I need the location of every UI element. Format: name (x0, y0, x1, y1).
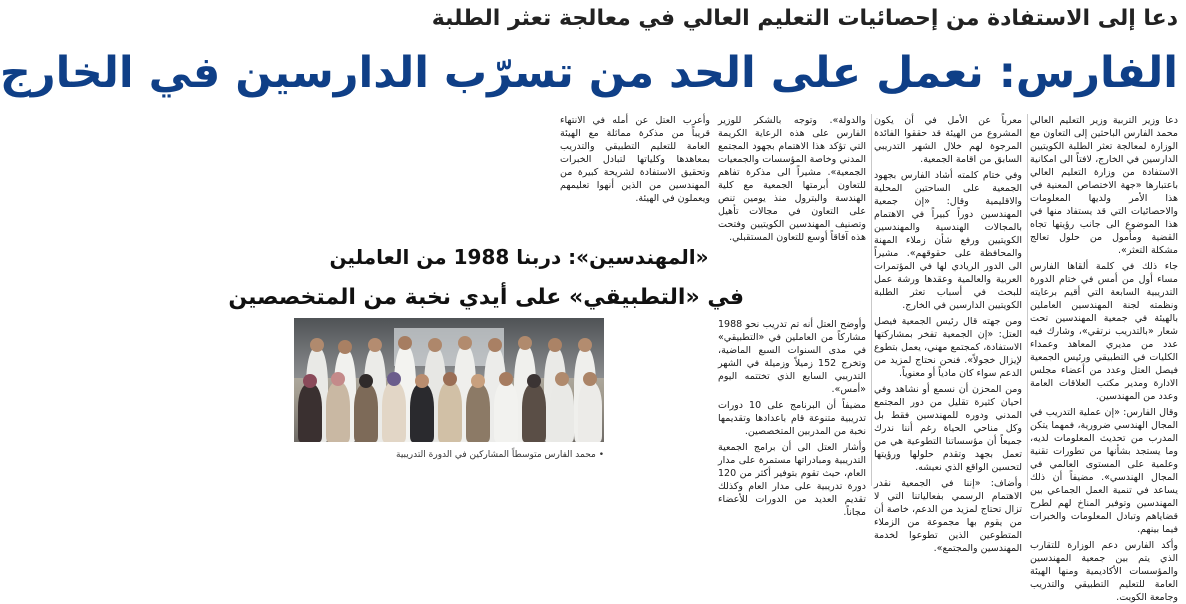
article-column-2 (874, 114, 1022, 554)
person-figure (410, 384, 434, 442)
person-head (303, 374, 317, 388)
group-photo (294, 318, 604, 442)
paragraph: دعا وزير التربية وزير التعليم العالي محمد الفارس الباحثين إلى التعاون مع الوزارة لمعالجة تعثر الطلبة الكويتيين الدارسين في الخارج، لافتاً الى امكانية الاستفادة من وزارة التعليم العالي باعتبارها «جهة الاختصاص المعنية في هذا الأمر ولديها المعلومات والاحصائيات التي قد يستفاد منها في هذا الموضوع الى جانب رؤيتها تجاه القضية ومأمول من حلول تعالج مشكلة التعثر». (1030, 115, 1178, 256)
column-divider (871, 114, 872, 486)
photo-caption: • محمد الفارس متوسطاً المشاركين في الدورة التدريبية (396, 450, 604, 460)
person-head (527, 374, 541, 388)
paragraph: مضيفاً أن البرنامج على 10 دورات تدريبية متنوعة قام باعدادها وتقديمها نخبة من المدربين المتخصصين. (718, 400, 866, 437)
paragraph: والدولة». وتوجه بالشكر للوزير الفارس على هذه الرعاية الكريمة التي تؤكد هذا الاهتمام بجهود المجتمع المدني وخاصة المؤسسات والجمعيات الجمعية». مشيراً الى مذكرة تفاهم للتعاون أبرمتها الجمعية مع كلية الهندسة والبترول منذ يومين تنص على التعاون في مجالات تأهيل وتصنيف المهندسين الكويتيين وفتحت هذه آفاقاً أوسع للتعاون المستقبلي. (718, 115, 866, 243)
person-head (310, 338, 324, 352)
article-column-4 (560, 114, 710, 236)
person-head (583, 372, 597, 386)
person-figure (354, 384, 378, 442)
paragraph: وقال الفارس: «إن عملية التدريب في المجال الهندسي ضرورية، فمهما يتكن المدرب من تحديث المعلومات لديه، وما يستجد بشأنها من تطورات تقنية وعلمية على المستوى العالمي في المجال الهندسي». مضيفاً أن ذلك يساعد في تنمية العمل الجماعي بين المهندسين وتوفير المناخ لهم لطرح قضاياهم وتبادل المعلومات والخبرات فيما بينهم. (1030, 407, 1178, 535)
person-head (555, 372, 569, 386)
person-head (428, 338, 442, 352)
subheadline-1: «المهندسين»: دربنا 1988 من العاملين (329, 245, 709, 269)
paragraph: ومن جهته قال رئيس الجمعية فيصل العتل: «إن الجمعية تفخر بمشاركتها الاستفادة، كمجتمع مهني، يعمل بتطوع لإيزال خجولاً». فنحن نحتاج لمزيد من الدعم سواء كان مادياً أو معنوياً. (874, 316, 1022, 379)
person-figure (550, 382, 574, 442)
person-head (499, 372, 513, 386)
article-column-5 (718, 318, 866, 518)
person-head (548, 338, 562, 352)
person-head (331, 372, 345, 386)
article-column-1 (1030, 114, 1178, 603)
person-head (458, 336, 472, 350)
person-figure (494, 382, 518, 442)
person-figure (438, 382, 462, 442)
main-headline: الفارس: نعمل على الحد من تسرّب الدارسين في الخارج (0, 48, 1178, 98)
article-column-3 (718, 114, 866, 243)
person-head (443, 372, 457, 386)
kicker-headline: دعا إلى الاستفادة من إحصائيات التعليم العالي في معالجة تعثر الطلبة (431, 6, 1178, 31)
person-figure (326, 382, 350, 442)
paragraph: وفي ختام كلمته أشاد الفارس بجهود الجمعية على الساحتين المحلية والاقليمية وقال: «إن جمعية المهندسين دوراً كبيراً في الاهتمام بالمجالات الهندسية والمهندسين الكويتيين ورفع شأن زملاء المهنة والمحافظة على حقوقهم». مشيراً الى الدور الريادي لها في المؤتمرات العربية والعالمية وعقدها ورشة عمل للبحث في أسباب تعثر الطلبة الكويتيين الدارسين في الخارج. (874, 170, 1022, 311)
person-head (359, 374, 373, 388)
person-figure (382, 382, 406, 442)
paragraph: وأشار العتل الى أن برامج الجمعية التدريبية ومبادراتها مستمرة على مدار العام، حيث تقوم بتوفير أكثر من 120 دورة تدريبية على مدار العام وكذلك تقديم العديد من الدورات للأعضاء مجاناً. (718, 442, 866, 518)
subheadline-2: في «التطبيقي» على أيدي نخبة من المتخصصين (228, 285, 744, 310)
paragraph: وأوضح العتل أنه تم تدريب نحو 1988 مشاركاً من العاملين في «التطبيقي» في مدى السنوات السبع الماضية، وتخرج 152 زميلاً وزميلة في الشهر التدريبي السابع الذي تختتمه اليوم «أمس». (718, 319, 866, 395)
person-figure (298, 384, 322, 442)
person-head (578, 338, 592, 352)
person-figure (466, 384, 490, 442)
person-figure (522, 384, 546, 442)
paragraph: وأعرب العتل عن أمله في الانتهاء قريباً من مذكرة مماثلة مع الهيئة العامة للتعليم التطبيقي والتدريب بمعاهدها وكلياتها لتبادل الخبرات وتحقيق الاستفادة لشريحة كبيرة من المهندسين من الذين أنهوا تعليمهم ويعملون في الهيئة. (560, 115, 710, 204)
person-head (518, 336, 532, 350)
person-head (387, 372, 401, 386)
person-head (368, 338, 382, 352)
paragraph: وأضاف: «إننا في الجمعية نقدر الاهتمام الرسمي بفعالياتنا التي لا تزال تحتاج لمزيد من الدعم، خاصة أن من يقوم بها مجموعة من الزملاء المتطوعين الذين تطوعوا لخدمة المهندسين والمجتمع». (874, 478, 1022, 554)
person-head (488, 338, 502, 352)
person-head (415, 374, 429, 388)
person-head (471, 374, 485, 388)
person-head (398, 336, 412, 350)
person-head (338, 340, 352, 354)
person-figure (578, 382, 602, 442)
paragraph: وأكد الفارس دعم الوزارة للتقارب الذي يتم بين جمعية المهندسين والمؤسسات الأكاديمية ومنها الهيئة العامة للتعليم التطبيقي والتدريب وجامعة الكويت. (1030, 540, 1178, 603)
paragraph: جاء ذلك في كلمة ألقاها الفارس مساء أول من أمس في ختام الدورة التدريبية السابعة التي أقيم برعايته ونظمته لجنة المهندسين العاملين بالهيئة في جمعية المهندسين تحت شعار «بالتدريب نرتقي»، وشارك فيه عدد من مديري المعاهد وعمداء الكليات في التطبيقي ورئيس الجمعية فيصل العتل وعدد من أعضاء مجلس الادارة ومدير مكتب العلاقات العامة وعدد من المهندسين. (1030, 261, 1178, 402)
paragraph: ومن المحزن أن نسمع أو نشاهد وفي احيان كثيرة تقليل من دور المجتمع المدني ودوره للمهندسين فقط بل وكل مناحي الحياة رغم أننا ندرك جميعاً أن مؤسساتنا التطوعية هي من تعمل بجهد وتقدم حلولها ورؤيتها لتحسين الواقع الذي نعيشه. (874, 384, 1022, 473)
paragraph: معرباً عن الأمل في أن يكون المشروع من الهيئة قد حققوا الفائدة المرجوة لهم خلال الشهر التدريبي السابق من اقامة الجمعية. (874, 115, 1022, 165)
column-divider (1027, 114, 1028, 486)
